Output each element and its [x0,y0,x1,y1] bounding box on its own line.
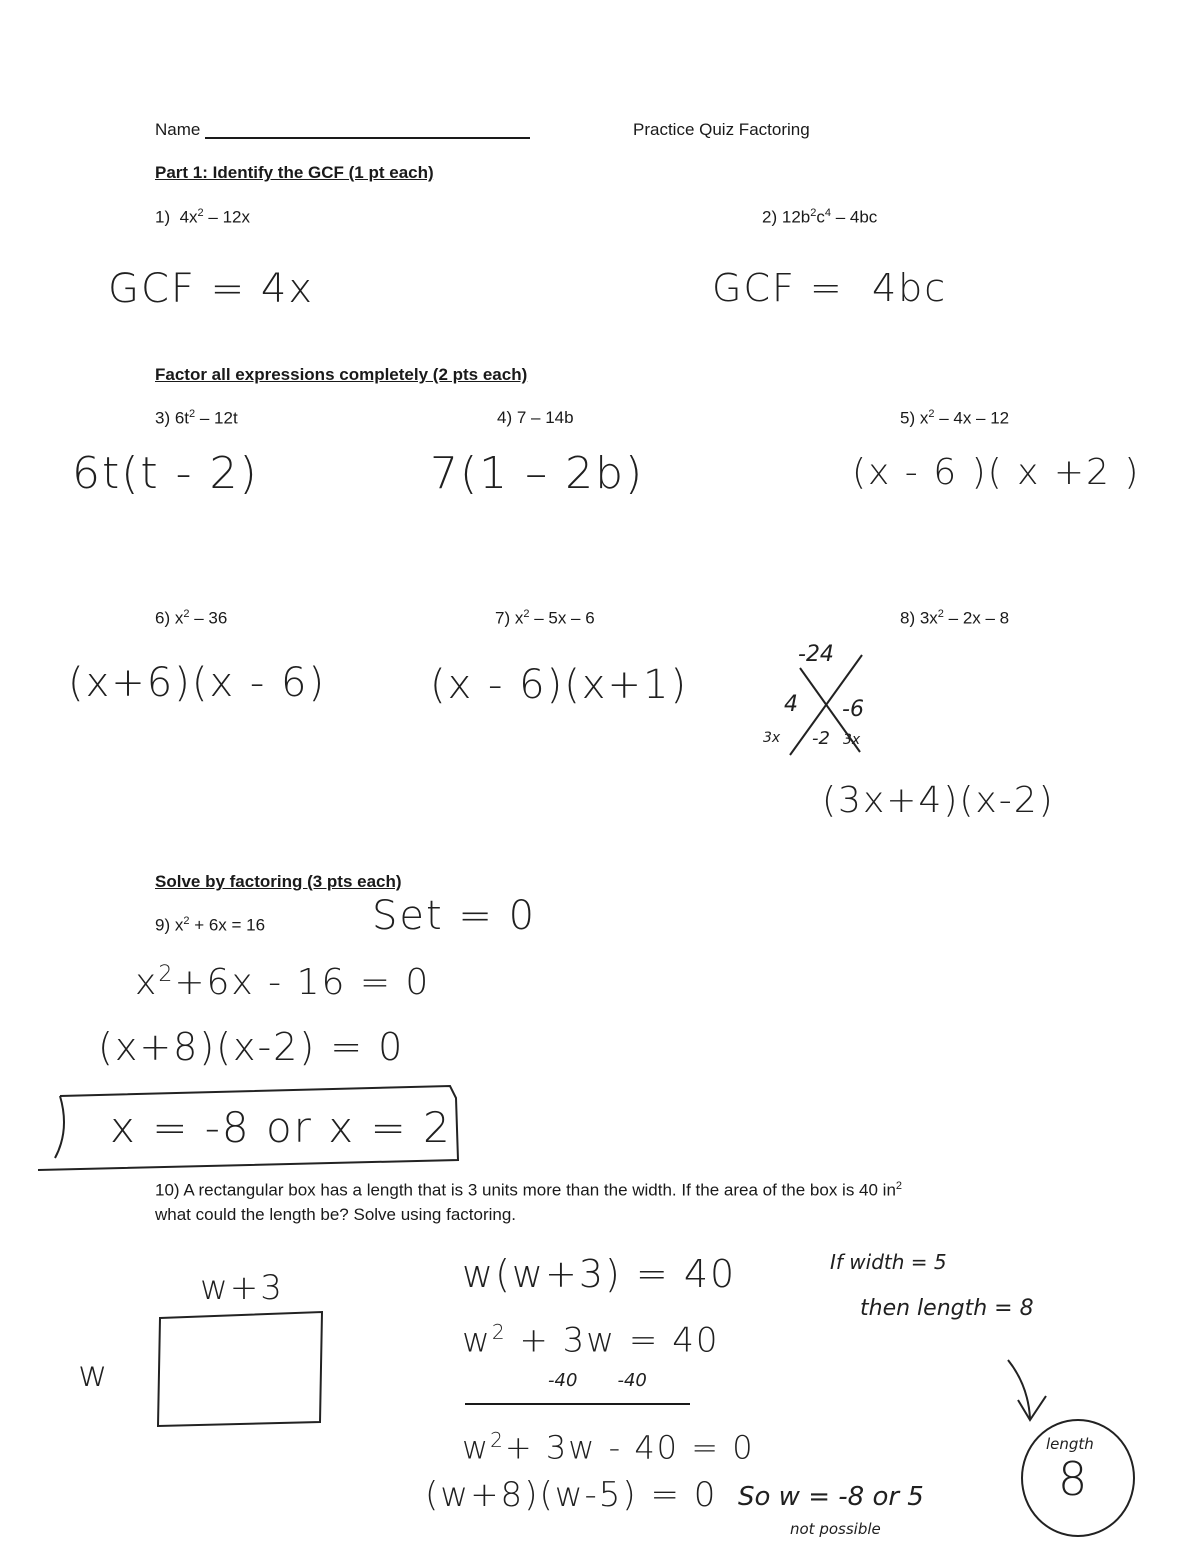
name-label: Name [155,120,201,139]
q4-expression: 4) 7 – 14b [497,408,574,427]
part3-heading: Solve by factoring (3 pts each) [155,872,402,891]
q5-expression: 5) $x^2 - 4x - 12$ [900,408,1010,428]
q10-eq3: $w^2+ 3w - 40 = 0$ [462,1428,755,1467]
q8-expression: 8) $3x^2 - 2x - 8$ [900,608,1010,628]
q10-not-possible-note: not possible [790,1520,881,1538]
q4-answer: 7(1 – 2b) [430,448,645,499]
q6-expression: 6) $x^2 - 36$ [155,608,228,628]
q5-answer: (x - 6 )( x +2 ) [852,452,1141,493]
q9-expression: 9) $x^2 + 6x = 16$ [155,915,266,935]
q8-work-bottom-right: 3x [843,732,861,748]
q2-expression: 2) $12b^2c^4 - 4bc$ [762,207,878,227]
q3-answer: 6t(t - 2) [72,448,259,499]
q7-expression: 7) $x^2 - 5x - 6$ [495,608,595,628]
q10-box-length-label: w+3 [200,1268,284,1308]
q10-eq1: w(w+3) = 40 [462,1252,737,1296]
q10-eq2: $w^2 + 3w = 40$ [462,1320,720,1361]
q10-text-line1: 10) A rectangular box has a length that is 3 units more than the width. If the area of the box is 40 $in^2$ [155,1180,903,1200]
q8-answer: (3x+4)(x-2) [822,780,1055,821]
answer-circle-label: length [1046,1435,1094,1453]
q9-step1: $x^2+6x - 16 = 0$ [135,962,431,1003]
q8-work-top: -24 [798,642,834,667]
part2-heading: Factor all expressions completely (2 pts each) [155,365,528,384]
q1-answer: GCF = 4x [108,266,314,312]
q9-answer: x = -8 or x = 2 [110,1103,452,1152]
q1-expression: 1) $4x^2 - 12x$ [155,207,250,227]
q9-set-zero-note: Set = 0 [372,893,537,939]
page-title: Practice Quiz Factoring [633,120,810,139]
q10-length-note: then length = 8 [860,1296,1034,1321]
q8-work-bottom-mid: -2 [812,728,830,749]
q9-step2: (x+8)(x-2) = 0 [98,1025,405,1069]
q8-work-left: 4 [784,692,798,717]
q8-work-bottom-left: 3x [763,730,781,746]
q10-solution: So w = -8 or 5 [738,1482,924,1512]
q10-eq4: (w+8)(w-5) = 0 [425,1475,718,1515]
q10-text-line2: what could the length be? Solve using factoring. [155,1205,517,1224]
q2-answer: GCF = 4bc [712,266,948,310]
q6-answer: (x+6)(x - 6) [68,660,327,706]
part1-heading: Part 1: Identify the GCF (1 pt each) [155,163,434,182]
q3-expression: 3) $6t^2 - 12t$ [155,408,238,428]
answer-circle-value: 8 [1058,1452,1090,1506]
q10-box-width-label: w [78,1354,110,1395]
q10-width-note: If width = 5 [830,1250,947,1274]
q8-work-right: -6 [842,697,864,722]
q7-answer: (x - 6)(x+1) [430,662,689,708]
q10-eq2-subtract: -40 -40 [548,1370,647,1391]
